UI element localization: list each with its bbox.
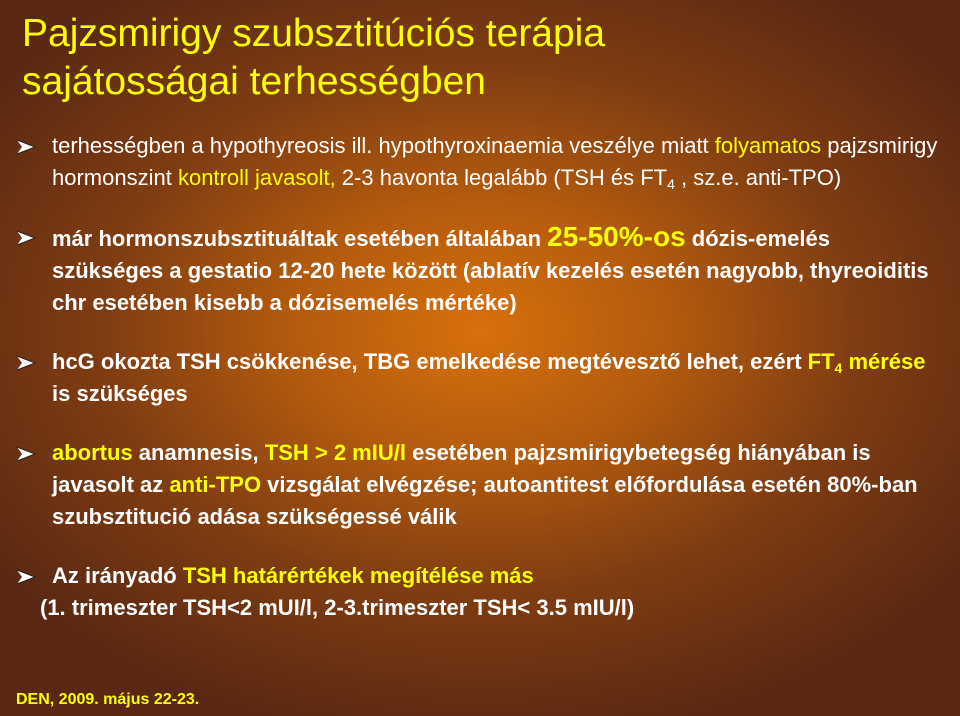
arrow-bullet-icon xyxy=(16,355,36,371)
title-line-1: Pajzsmirigy szubsztitúciós terápia xyxy=(22,12,606,55)
bullet-abortus-text-3: vizsgálat elvégzése; autoantitest előfordulása esetén 80%-ban szubsztitució adása szükségessé válik xyxy=(52,472,918,529)
bullet-monitoring-text-3: 2-3 havonta legalább (TSH és FT xyxy=(335,165,668,190)
bullet-hcg-highlight-ft: FT xyxy=(807,349,835,374)
bullet-monitoring-highlight-continuous: folyamatos xyxy=(714,133,822,158)
bullet-hcg xyxy=(16,346,946,410)
arrow-bullet-icon xyxy=(16,230,36,246)
bullet-hcg-text-1: hcG okozta TSH csökkenése, TBG emelkedése megtévesztő lehet, ezért xyxy=(52,349,808,374)
bullet-abortus-highlight-abortus: abortus xyxy=(52,440,133,465)
arrow-bullet-icon xyxy=(16,569,36,585)
bullet-hcg-highlight-measure: mérése xyxy=(842,349,926,374)
bullet-monitoring-text-4: , sz.e. anti-TPO) xyxy=(674,165,842,190)
bullet-hcg-subscript: 4 xyxy=(834,360,843,376)
bullet-dose-increase xyxy=(16,221,946,319)
bullet-reference-text-1: Az irányadó xyxy=(52,563,183,588)
title-line-2: sajátosságai terhességben xyxy=(22,60,486,103)
bullet-list xyxy=(16,130,946,624)
bullet-monitoring-text-1: terhességben a hypothyreosis ill. hypothyroxinaemia veszélye miatt xyxy=(52,133,715,158)
bullet-monitoring-text-2: pajzsmirigy hormonszint xyxy=(52,133,938,190)
bullet-reference-highlight: TSH határértékek megítélése más xyxy=(182,563,534,588)
bullet-monitoring xyxy=(16,130,946,194)
bullet-abortus xyxy=(16,437,946,533)
bullet-abortus-text-2: esetében pajzsmirigybetegség hiányában is javasolt az xyxy=(52,440,871,497)
bullet-monitoring-subscript: 4 xyxy=(667,176,675,192)
footer-source: DEN, 2009. május 22-23. xyxy=(16,691,200,708)
bullet-abortus-highlight-antitpo: anti-TPO xyxy=(169,472,262,497)
arrow-bullet-icon xyxy=(16,139,36,155)
bullet-hcg-text-2: is szükséges xyxy=(52,381,188,406)
trimester-values-note: (1. trimeszter TSH<2 mUI/l, 2-3.trimeszter TSH< 3.5 mIU/l) xyxy=(40,595,635,620)
bullet-monitoring-highlight-control: kontroll javasolt, xyxy=(177,165,336,190)
bullet-dose-highlight-percent: 25-50%-os xyxy=(547,221,686,252)
bullet-abortus-text-1: anamnesis, xyxy=(132,440,265,465)
arrow-bullet-icon xyxy=(16,446,36,462)
slide-title xyxy=(22,10,942,106)
bullet-dose-text-2: dózis-emelés szükséges a gestatio 12-20 hete között (ablatív kezelés esetén nagyobb, thyreoiditis chr esetében kisebb a dózisemelés mértéke) xyxy=(52,226,929,315)
bullet-abortus-highlight-tsh: TSH > 2 mIU/l xyxy=(264,440,406,465)
bullet-dose-text-1: már hormonszubsztituáltak esetében általában xyxy=(52,226,548,251)
bullet-reference xyxy=(16,560,946,624)
